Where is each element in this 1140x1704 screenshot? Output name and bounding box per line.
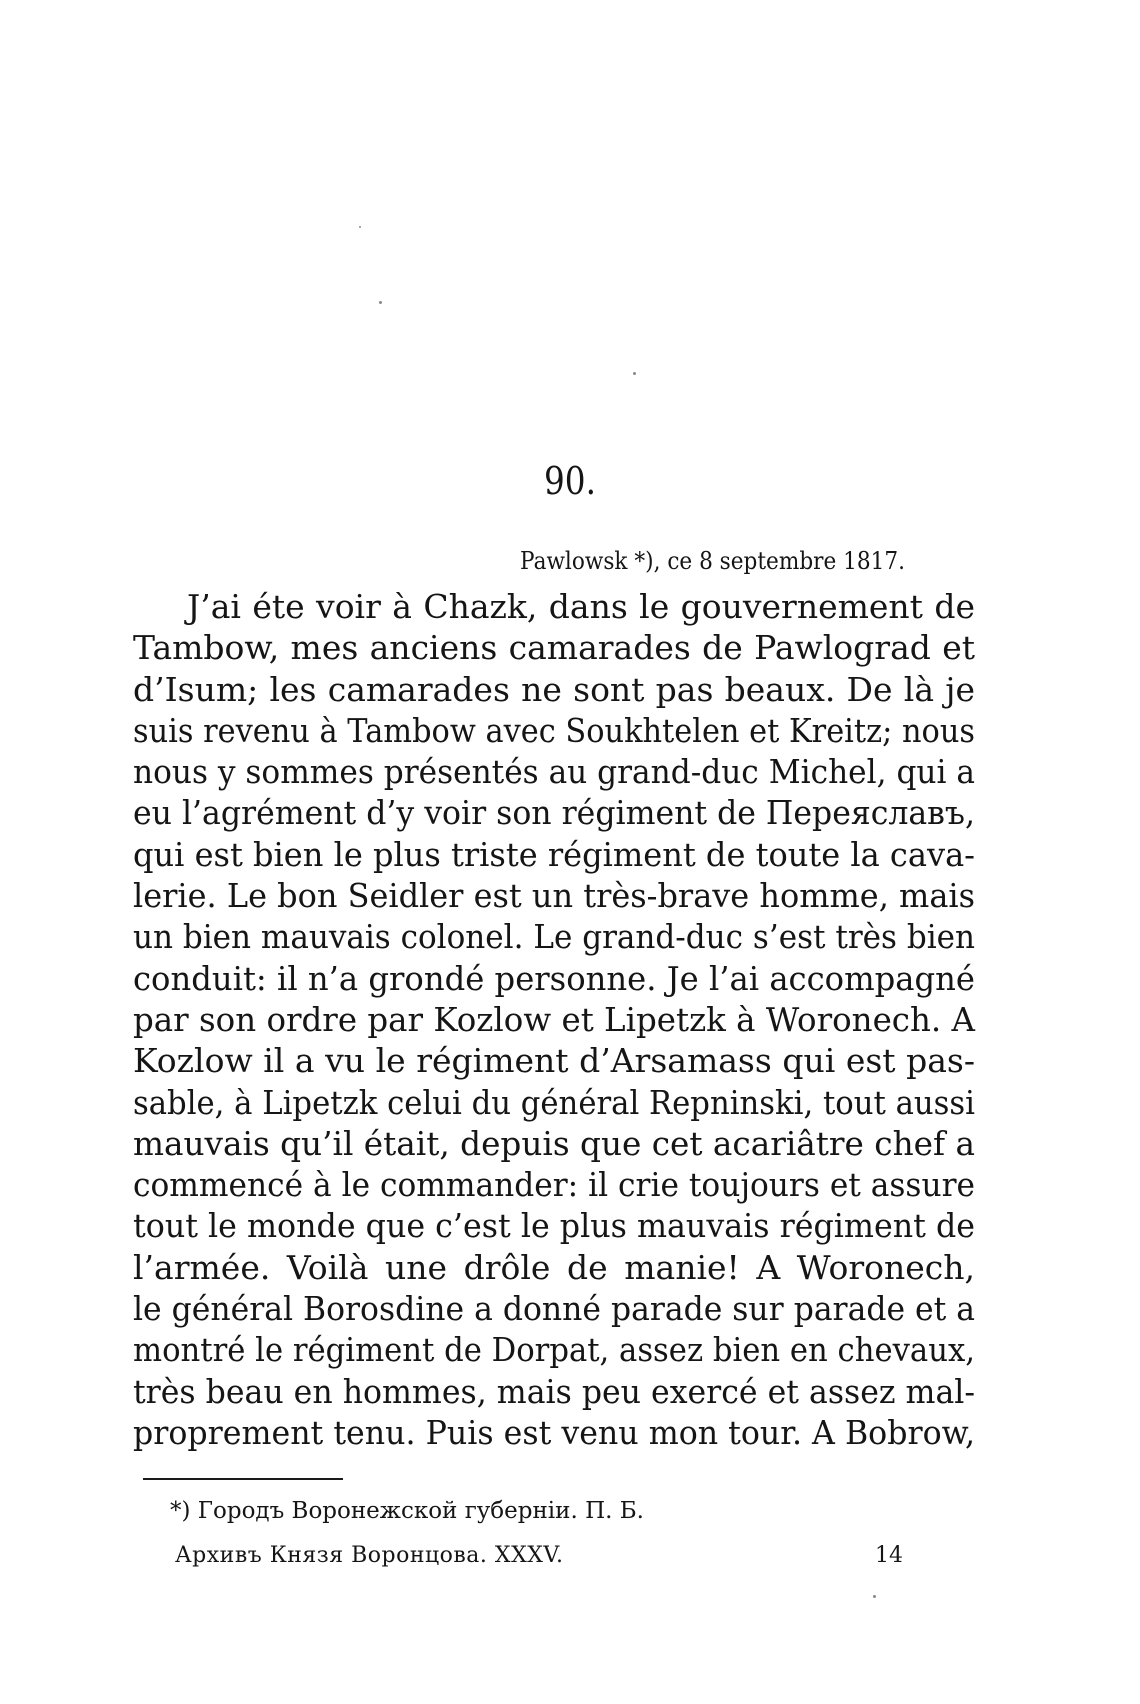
body-line: mauvais qu’il était, depuis que cet acariâtre chef a bbox=[133, 1123, 975, 1163]
letter-body bbox=[133, 586, 975, 1453]
body-line: J’ai éte voir à Chazk, dans le gouvernement de bbox=[187, 587, 975, 626]
body-line: suis revenu à Tambow avec Soukhtelen et Kreitz; nous bbox=[133, 710, 975, 750]
body-line: très beau en hommes, mais peu exercé et assez mal- bbox=[133, 1371, 975, 1411]
body-line: sable, à Lipetzk celui du général Repninski, tout aussi bbox=[133, 1082, 975, 1122]
print-speck bbox=[379, 301, 382, 304]
body-line: le général Borosdine a donné parade sur parade et a bbox=[133, 1289, 975, 1329]
body-line: proprement tenu. Puis est venu mon tour. A Bobrow, bbox=[133, 1412, 975, 1452]
print-speck bbox=[633, 372, 636, 375]
body-line: qui est bien le plus triste régiment de toute la cava- bbox=[133, 834, 975, 874]
print-speck bbox=[359, 226, 361, 228]
body-line: tout le monde que c’est le plus mauvais régiment de bbox=[133, 1206, 975, 1246]
print-speck bbox=[873, 1595, 876, 1598]
footnote: *) Городъ Воронежской губерніи. П. Б. bbox=[170, 1498, 644, 1524]
body-line: commencé à le commander: il crie toujours et assure bbox=[133, 1165, 975, 1205]
letter-number: 90. bbox=[544, 459, 596, 503]
body-line: l’armée. Voilà une drôle de manie! A Woronech, bbox=[133, 1247, 975, 1287]
signature-mark: 14 bbox=[875, 1543, 903, 1568]
footnote-rule bbox=[143, 1478, 343, 1480]
body-line: Tambow, mes anciens camarades de Pawlograd et bbox=[133, 628, 975, 668]
body-line: par son ordre par Kozlow et Lipetzk à Woronech. A bbox=[133, 999, 975, 1039]
body-line: un bien mauvais colonel. Le grand-duc s’est très bien bbox=[133, 917, 975, 957]
body-line: eu l’agrément d’y voir son régiment de Переяславъ, bbox=[133, 793, 975, 833]
body-line: nous y sommes présentés au grand-duc Michel, qui a bbox=[133, 752, 975, 792]
letter-dateline: Pawlowsk *), ce 8 septembre 1817. bbox=[520, 547, 905, 575]
body-line: conduit: il n’a grondé personne. Je l’ai accompagné bbox=[133, 958, 975, 998]
body-line: lerie. Le bon Seidler est un très-brave homme, mais bbox=[133, 876, 975, 916]
archive-footer: Архивъ Князя Воронцова. XXXV. bbox=[175, 1543, 564, 1568]
body-line: d’Isum; les camarades ne sont pas beaux. De là je bbox=[133, 669, 975, 709]
body-line: Kozlow il a vu le régiment d’Arsamass qui est pas- bbox=[133, 1041, 975, 1081]
body-line: montré le régiment de Dorpat, assez bien en chevaux, bbox=[133, 1330, 975, 1370]
